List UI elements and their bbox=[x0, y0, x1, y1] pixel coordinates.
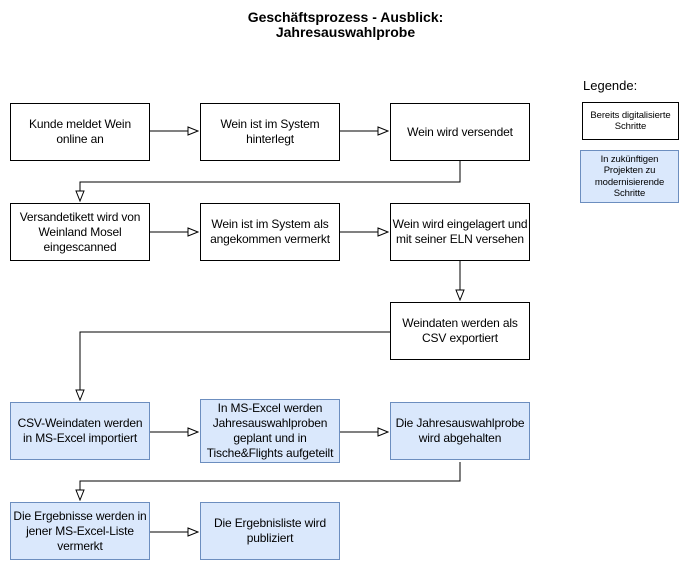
node-wein-im-system-hinterlegt: Wein ist im System hinterlegt bbox=[200, 103, 340, 161]
node-weindaten-csv-exportiert: Weindaten werden als CSV exportiert bbox=[390, 302, 530, 360]
node-csv-weindaten-importiert: CSV-Weindaten werden in MS-Excel importiert bbox=[10, 402, 150, 460]
page-title-line2: Jahresauswahlprobe bbox=[275, 24, 416, 40]
node-ergebnisse-vermerkt: Die Ergebnisse werden in jener MS-Excel-Liste vermerkt bbox=[10, 502, 150, 560]
node-versandetikett-eingescanned: Versandetikett wird von Weinland Mosel eingescanned bbox=[10, 203, 150, 261]
page-title-line1: Geschäftsprozess - Ausblick: bbox=[247, 9, 444, 25]
edge-probe-to-ergebnisse bbox=[80, 462, 460, 500]
node-wein-angekommen-vermerkt: Wein ist im System als angekommen vermerkt bbox=[200, 203, 340, 261]
node-jahresauswahlprobe-abgehalten: Die Jahresauswahlprobe wird abgehalten bbox=[390, 402, 530, 460]
node-wein-wird-versendet: Wein wird versendet bbox=[390, 103, 530, 161]
node-kunde-meldet-wein: Kunde meldet Wein online an bbox=[10, 103, 150, 161]
edge-versendet-to-versandetikett bbox=[80, 161, 460, 201]
edge-csv-export-to-csv-import bbox=[80, 332, 390, 400]
node-wein-eingelagert-eln: Wein wird eingelagert und mit seiner ELN versehen bbox=[390, 203, 530, 261]
legend-heading: Legende: bbox=[583, 78, 638, 93]
legend-item-digitized: Bereits digitalisierte Schritte bbox=[582, 102, 679, 140]
legend-item-future: In zukünftigen Projekten zu modernisierende Schritte bbox=[580, 150, 679, 203]
node-ergebnisliste-publiziert: Die Ergebnisliste wird publiziert bbox=[200, 502, 340, 560]
node-excel-jahresauswahlproben-geplant: In MS-Excel werden Jahresauswahlproben geplant und in Tische&Flights aufgeteilt bbox=[200, 399, 340, 463]
